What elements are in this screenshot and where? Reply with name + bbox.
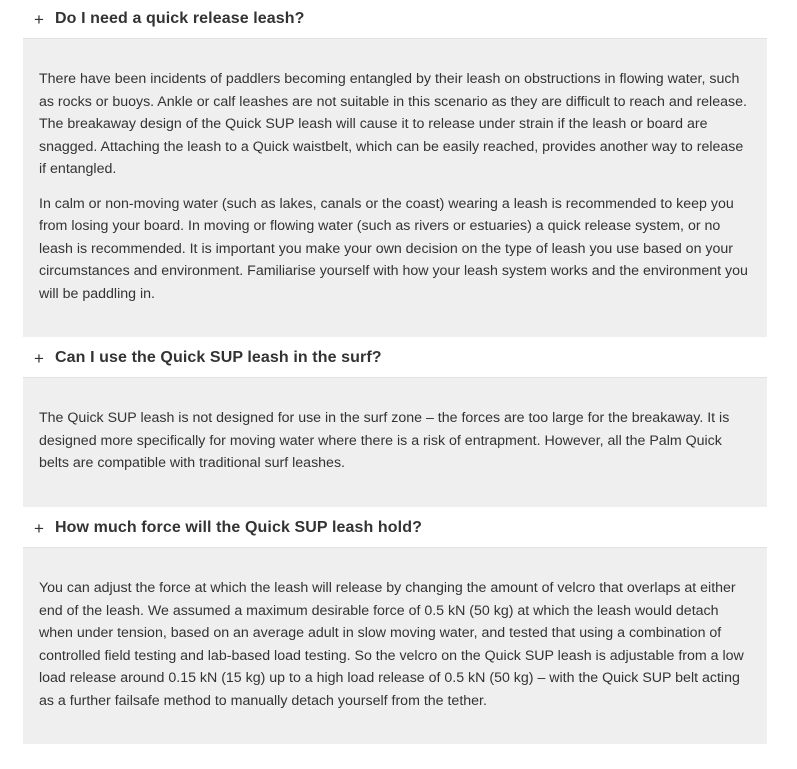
- faq-item-quick-release-leash: [23, 0, 767, 337]
- faq-answer-paragraph: In calm or non-moving water (such as lakes, canals or the coast) wearing a leash is recommended to keep you from losing your board. In moving or flowing water (such as rivers or estuaries) a quick release system, or no leash is recommended. It is important you make your own decision on the type of leash you use based on your circumstances and environment. Familiarise yourself with how your leash system works and the environment you will be paddling in.: [39, 195, 748, 302]
- faq-toggle-surf-use[interactable]: [23, 339, 767, 378]
- faq-answer-paragraph: The Quick SUP leash is not designed for use in the surf zone – the forces are too large for the breakaway. It is designed more specifically for moving water where there is a risk of entrapment. However, all the Palm Quick belts are compatible with traditional surf leashes.: [39, 410, 730, 471]
- faq-item-surf-use: [23, 339, 767, 507]
- faq-item-leash-force: [23, 509, 767, 744]
- plus-icon: +: [34, 518, 44, 538]
- faq-answer: [23, 378, 767, 507]
- faq-answer: [23, 548, 767, 744]
- faq-question: Can I use the Quick SUP leash in the surf?: [55, 349, 382, 366]
- faq-toggle-quick-release-leash[interactable]: [23, 0, 767, 39]
- plus-icon: +: [34, 9, 44, 29]
- faq-question: Do I need a quick release leash?: [55, 10, 305, 27]
- plus-icon: +: [34, 348, 44, 368]
- faq-answer-paragraph: There have been incidents of paddlers becoming entangled by their leash on obstructions in flowing water, such as rocks or buoys. Ankle or calf leashes are not suitable in this scenario as they are difficult to reach and release. The breakaway design of the Quick SUP leash will cause it to release under strain if the leash or board are snagged. Attaching the leash to a Quick waistbelt, which can be easily reached, provides another way to release if entangled.: [39, 71, 747, 177]
- faq-answer: [23, 39, 767, 337]
- faq-question: How much force will the Quick SUP leash hold?: [55, 519, 422, 536]
- faq-toggle-leash-force[interactable]: [23, 509, 767, 548]
- faq-answer-paragraph: You can adjust the force at which the leash will release by changing the amount of velcro that overlaps at either end of the leash. We assumed a maximum desirable force of 0.5 kN (50 kg) at which the leash would detach when under tension, based on an average adult in slow moving water, and tested that using a combination of controlled field testing and lab-based load testing. So the velcro on the Quick SUP leash is adjustable from a low load release around 0.15 kN (15 kg) up to a high load release of 0.5 kN (50 kg) – with the Quick SUP belt acting as a further failsafe method to manually detach yourself from the tether.: [39, 580, 744, 709]
